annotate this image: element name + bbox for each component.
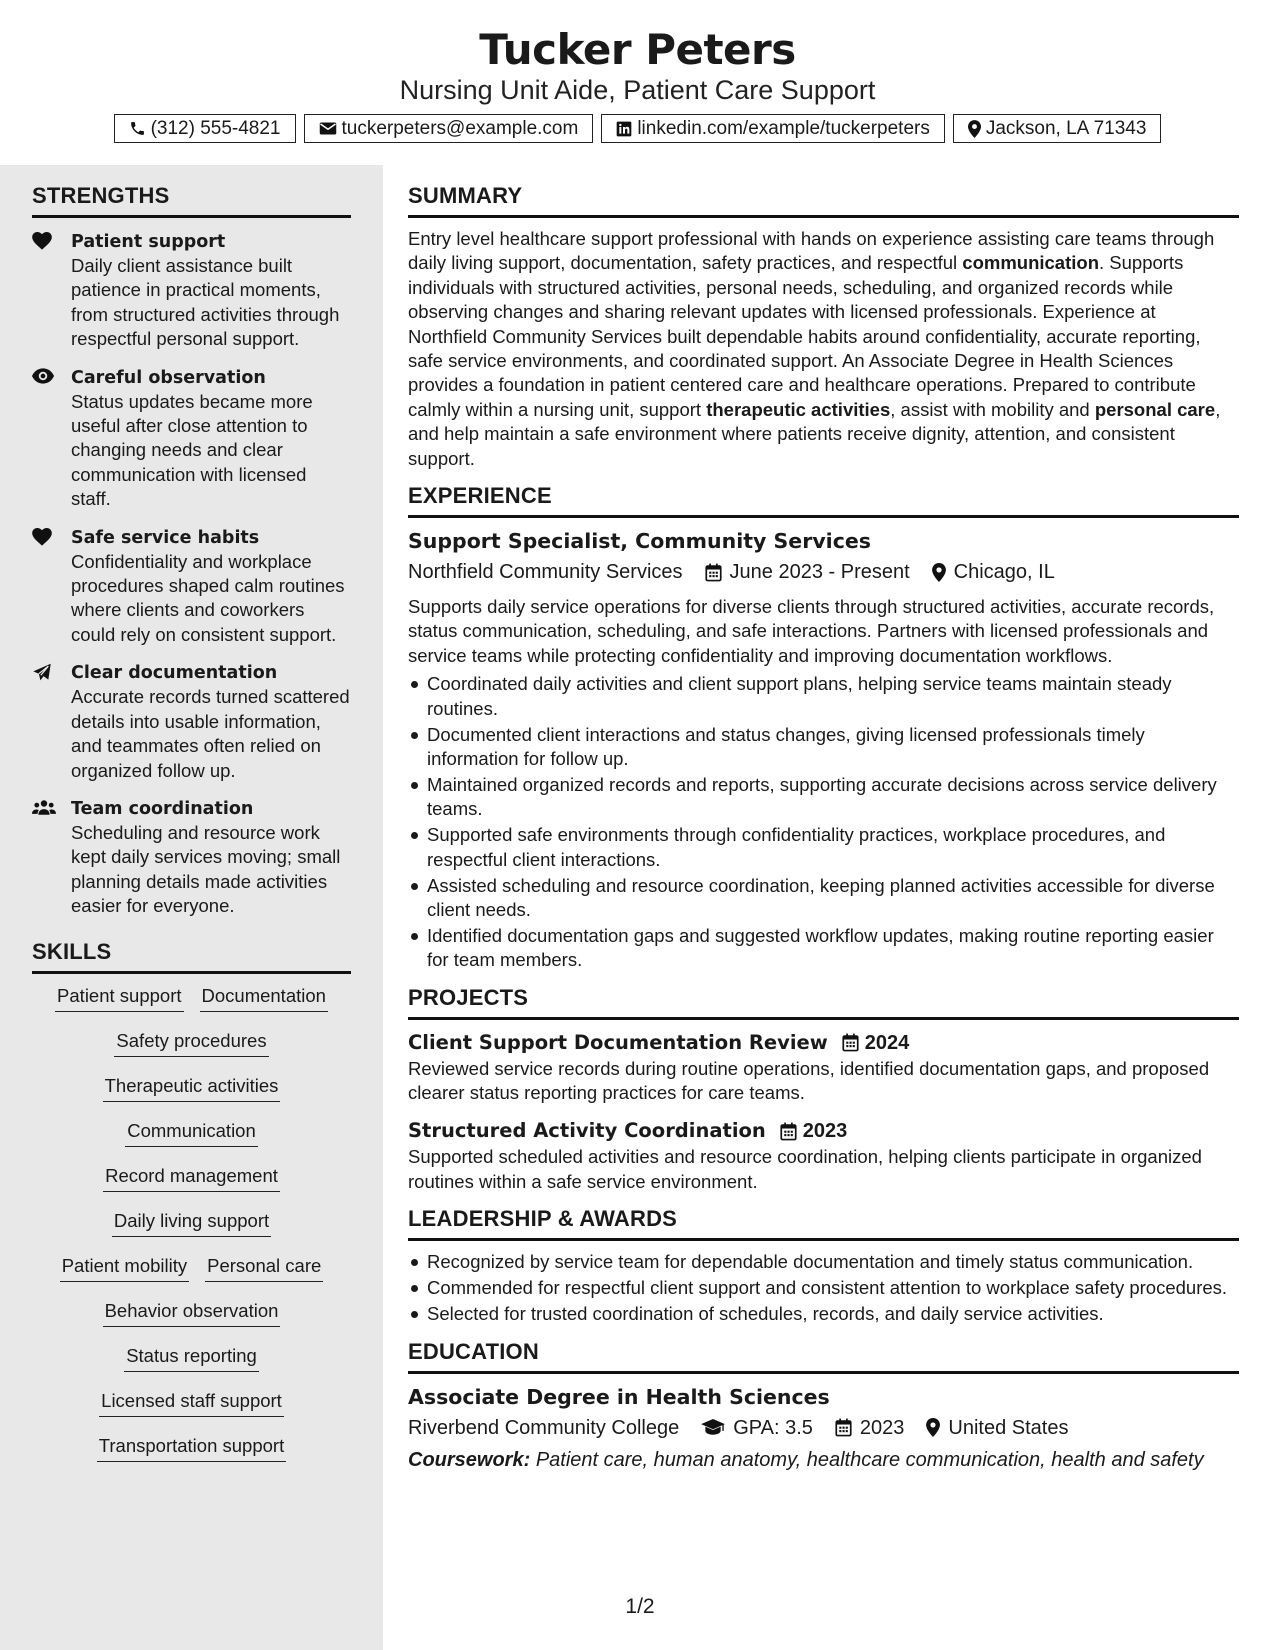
education-section bbox=[408, 1339, 1239, 1475]
list-item: Documented client interactions and status changes, giving licensed professionals timely information for follow up. bbox=[408, 723, 1239, 772]
project-description: Supported scheduled activities and resource coordination, helping clients participate in organized routines within a safe service environment. bbox=[408, 1146, 1202, 1192]
summary-heading: SUMMARY bbox=[408, 183, 1239, 218]
project-title-row bbox=[408, 1117, 1239, 1145]
job-dates: June 2023 - Present bbox=[729, 561, 910, 584]
contact-email[interactable] bbox=[304, 114, 594, 143]
map-pin-icon bbox=[968, 120, 981, 138]
list-item: Supported safe environments through confidentiality practices, workplace procedures, and respectful client interactions. bbox=[408, 823, 1239, 872]
paper-plane-icon bbox=[32, 661, 71, 783]
strengths-heading: STRENGTHS bbox=[32, 183, 351, 218]
graduation-cap-icon bbox=[701, 1419, 725, 1436]
main-column bbox=[408, 183, 1239, 1487]
school-location: United States bbox=[948, 1416, 1069, 1439]
list-item: Assisted scheduling and resource coordination, keeping planned activities accessible for diverse client needs. bbox=[408, 874, 1239, 923]
skill-tag: Licensed staff support bbox=[99, 1389, 284, 1417]
strength-title: Careful observation bbox=[71, 367, 266, 388]
projects-section bbox=[408, 985, 1239, 1195]
skill-tag: Patient mobility bbox=[60, 1254, 189, 1282]
strength-description: Accurate records turned scattered details into usable information, and teammates often relied on organized follow up. bbox=[71, 686, 350, 781]
project-title-row bbox=[408, 1029, 1239, 1057]
contact-phone-text: (312) 555-4821 bbox=[150, 117, 281, 139]
list-item: Selected for trusted coordination of schedules, records, and daily service activities. bbox=[408, 1302, 1239, 1326]
project-year: 2024 bbox=[864, 1031, 910, 1054]
skill-tag: Record management bbox=[103, 1164, 280, 1192]
skill-tag: Therapeutic activities bbox=[103, 1074, 281, 1102]
strength-title: Patient support bbox=[71, 232, 226, 252]
calendar-icon bbox=[835, 1418, 852, 1437]
skill-tag: Documentation bbox=[200, 984, 328, 1012]
map-pin-icon bbox=[932, 563, 946, 582]
job-company: Northfield Community Services bbox=[408, 561, 683, 584]
users-icon bbox=[32, 797, 71, 919]
coursework bbox=[408, 1445, 1239, 1475]
contact-phone[interactable] bbox=[114, 114, 296, 143]
skills-heading: SKILLS bbox=[32, 939, 351, 974]
strength-item bbox=[32, 526, 351, 648]
page-number: 1/2 bbox=[625, 1595, 655, 1618]
contact-location bbox=[953, 114, 1162, 143]
calendar-icon bbox=[705, 563, 722, 582]
resume-header bbox=[0, 0, 1275, 165]
linkedin-icon bbox=[616, 121, 632, 137]
degree-title: Associate Degree in Health Sciences bbox=[408, 1384, 830, 1409]
strength-item bbox=[32, 797, 351, 919]
projects-heading: PROJECTS bbox=[408, 985, 1239, 1020]
education-heading: EDUCATION bbox=[408, 1339, 1239, 1374]
strength-title: Clear documentation bbox=[71, 663, 278, 684]
project-title: Structured Activity Coordination bbox=[408, 1119, 766, 1143]
strength-description: Daily client assistance built patience in practical moments, from structured activities through respectful personal support. bbox=[71, 255, 340, 350]
experience-heading: EXPERIENCE bbox=[408, 483, 1239, 518]
list-item: Commended for respectful client support and consistent attention to workplace safety procedures. bbox=[408, 1276, 1239, 1300]
contact-linkedin[interactable] bbox=[601, 114, 945, 143]
phone-icon bbox=[129, 120, 146, 137]
skill-tag: Behavior observation bbox=[103, 1299, 281, 1327]
school-name: Riverbend Community College bbox=[408, 1416, 680, 1439]
project-year: 2023 bbox=[802, 1120, 848, 1143]
skill-tag: Communication bbox=[125, 1119, 258, 1147]
job-description: Supports daily service operations for diverse clients through structured activities, accurate records, status communication, scheduling, and safe interactions. Partners with licensed professionals and service teams while protecting confidentiality and improving documentation workflows. bbox=[408, 596, 1215, 666]
graduation-year: 2023 bbox=[859, 1416, 905, 1439]
coursework-text: Patient care, human anatomy, healthcare communication, health and safety bbox=[535, 1448, 1204, 1471]
summary-section bbox=[408, 183, 1239, 471]
strengths-list bbox=[32, 230, 351, 919]
job-title: Support Specialist, Community Services bbox=[408, 529, 871, 554]
job-location: Chicago, IL bbox=[953, 561, 1055, 584]
candidate-title: Nursing Unit Aide, Patient Care Support bbox=[399, 75, 876, 105]
project-title: Client Support Documentation Review bbox=[408, 1030, 828, 1054]
strength-description: Scheduling and resource work kept daily services moving; small planning details made activities easier for everyone. bbox=[71, 821, 341, 917]
contact-linkedin-text: linkedin.com/example/tuckerpeters bbox=[637, 117, 930, 139]
skill-tag: Transportation support bbox=[97, 1434, 286, 1462]
envelope-icon bbox=[319, 121, 337, 136]
skill-tag: Personal care bbox=[205, 1254, 323, 1282]
skill-tag: Safety procedures bbox=[114, 1029, 268, 1057]
list-item: Recognized by service team for dependable documentation and timely status communication. bbox=[408, 1250, 1239, 1274]
job-bullets bbox=[408, 672, 1239, 972]
education-meta bbox=[408, 1413, 1239, 1443]
skills-list bbox=[32, 984, 351, 1479]
contact-email-text: tuckerpeters@example.com bbox=[341, 117, 579, 139]
heart-icon bbox=[32, 230, 71, 352]
project-description: Reviewed service records during routine operations, identified documentation gaps, and proposed clearer status reporting practices for care teams. bbox=[408, 1057, 1210, 1104]
leadership-heading: LEADERSHIP & AWARDS bbox=[408, 1206, 1239, 1241]
candidate-name: Tucker Peters bbox=[479, 25, 796, 74]
strength-description: Confidentiality and workplace procedures shaped calm routines where clients and coworkers could rely on consistent support. bbox=[71, 550, 345, 645]
skill-tag: Patient support bbox=[55, 984, 183, 1012]
calendar-icon bbox=[842, 1033, 859, 1052]
skill-tag: Status reporting bbox=[124, 1344, 259, 1372]
gpa: GPA: 3.5 bbox=[733, 1416, 813, 1439]
strength-title: Team coordination bbox=[71, 798, 254, 819]
strength-title: Safe service habits bbox=[71, 527, 260, 548]
job-meta bbox=[408, 557, 1239, 587]
strength-item bbox=[32, 230, 351, 352]
contact-bar bbox=[0, 114, 1275, 143]
heart-icon bbox=[32, 526, 71, 648]
leadership-bullets bbox=[408, 1250, 1239, 1326]
sidebar bbox=[0, 165, 383, 1650]
eye-icon bbox=[32, 366, 71, 512]
leadership-section bbox=[408, 1206, 1239, 1326]
list-item: Coordinated daily activities and client support plans, helping service teams maintain steady routines. bbox=[408, 672, 1239, 721]
calendar-icon bbox=[780, 1122, 797, 1141]
summary-text: Entry level healthcare support professional with hands on experience assisting care teams through daily living support, documentation, safety practices, and respectful communication. Supports individuals with structured activities, personal needs, scheduling, and organized records while observing changes and sharing relevant updates with licensed professionals. Experience at Northfield Community Services built dependable habits around confidentiality, accurate reporting, safe service environments, and coordinated support. An Associate Degree in Health Sciences provides a foundation in patient centered care and healthcare operations. Prepared to contribute calmly within a nursing unit, support therapeutic activities, assist with mobility and personal care, and help maintain a safe environment where patients receive dignity, attention, and consistent support. bbox=[408, 228, 1221, 469]
skill-tag: Daily living support bbox=[112, 1209, 271, 1237]
map-pin-icon bbox=[926, 1418, 940, 1437]
list-item: Identified documentation gaps and suggested workflow updates, making routine reporting easier for team members. bbox=[408, 924, 1239, 973]
strength-item bbox=[32, 366, 351, 512]
experience-section bbox=[408, 483, 1239, 973]
strength-description: Status updates became more useful after close attention to changing needs and clear communication with licensed staff. bbox=[71, 390, 313, 510]
list-item: Maintained organized records and reports, supporting accurate decisions across service delivery teams. bbox=[408, 773, 1239, 822]
contact-location-text: Jackson, LA 71343 bbox=[985, 117, 1147, 139]
coursework-label: Coursework: bbox=[408, 1448, 531, 1471]
strength-item bbox=[32, 661, 351, 783]
